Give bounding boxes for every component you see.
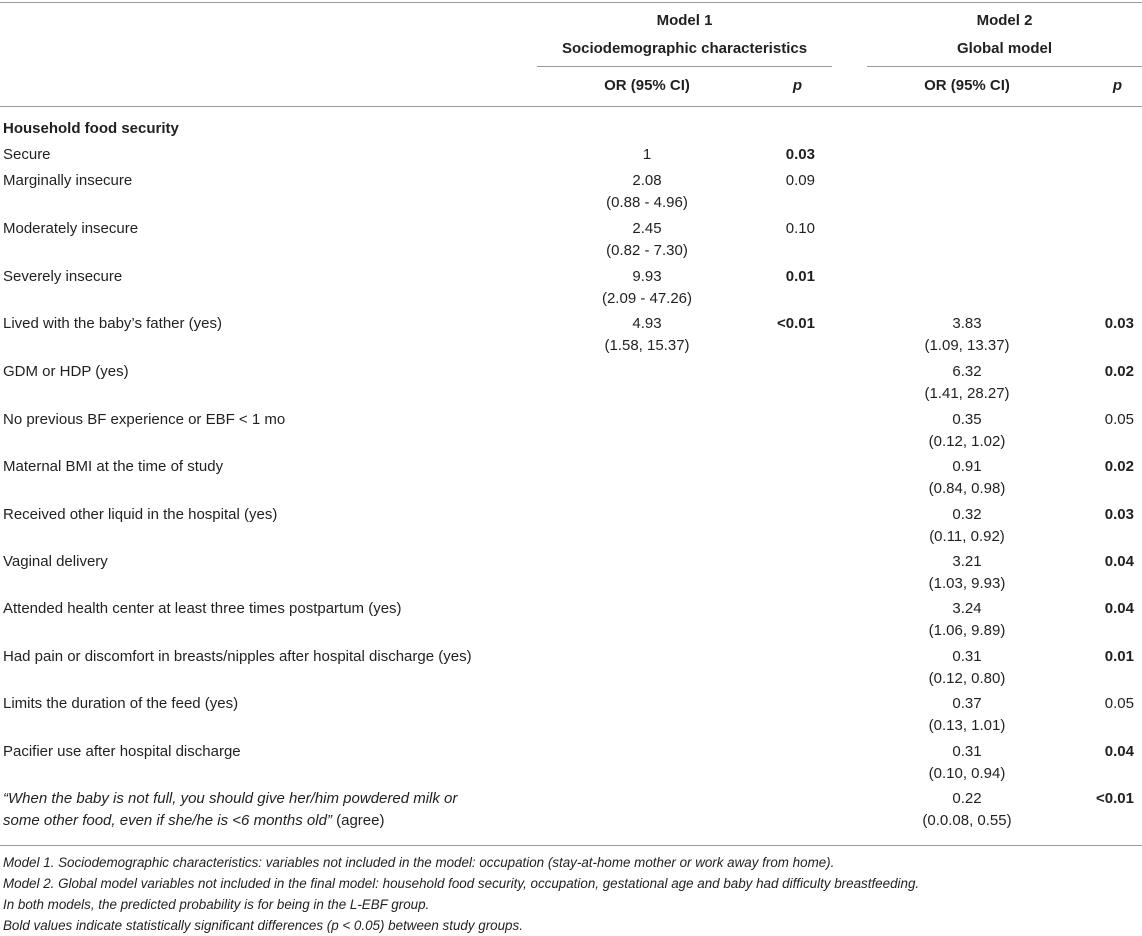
header-rule bbox=[0, 106, 1142, 107]
model2-p-value: 0.04 bbox=[1104, 553, 1134, 570]
row-label bbox=[3, 118, 523, 140]
model2-p-value: 0.05 bbox=[1104, 411, 1134, 428]
row-label-line: Maternal BMI at the time of study bbox=[3, 458, 224, 475]
note-model2: Model 2. Global model variables not included in the final model: household food security, occupation, gestational age and baby had difficulty breastfeeding. bbox=[3, 876, 920, 891]
row-label bbox=[3, 218, 523, 240]
table-row bbox=[0, 456, 1142, 504]
model2-or-value: 0.91 (0.84, 0.98) bbox=[928, 458, 1006, 497]
row-label bbox=[3, 598, 523, 620]
row-label-line: Household food security bbox=[3, 120, 179, 137]
model2-p-value: 0.02 bbox=[1104, 458, 1134, 475]
table-row bbox=[0, 693, 1142, 741]
row-label bbox=[3, 551, 523, 573]
row-label bbox=[3, 361, 523, 383]
model2-or-value: 0.31 (0.10, 0.94) bbox=[928, 743, 1006, 782]
model2-p-value: 0.03 bbox=[1104, 506, 1134, 523]
table-row bbox=[0, 170, 1142, 218]
row-label bbox=[3, 144, 523, 166]
note-probability: In both models, the predicted probability is for being in the L-EBF group. bbox=[3, 897, 430, 912]
model1-p-value: 0.09 bbox=[785, 172, 815, 189]
row-label-line: “When the baby is not full, you should give her/him powdered milk or bbox=[3, 790, 458, 807]
row-label bbox=[3, 741, 523, 763]
model2-or-value: 3.21 (1.03, 9.93) bbox=[928, 553, 1006, 592]
model2-p-value: 0.03 bbox=[1104, 315, 1134, 332]
model2-p-value: 0.01 bbox=[1104, 648, 1134, 665]
model2-or-value: 0.37 (0.13, 1.01) bbox=[928, 695, 1006, 734]
model2-title: Model 2 bbox=[976, 12, 1033, 29]
model2-or-header: OR (95% CI) bbox=[924, 77, 1010, 94]
row-label bbox=[3, 170, 523, 192]
model2-subtitle: Global model bbox=[956, 40, 1052, 57]
model1-underline bbox=[537, 66, 832, 67]
model2-header bbox=[867, 7, 1142, 63]
row-label bbox=[3, 693, 523, 715]
row-label-line: Lived with the baby’s father (yes) bbox=[3, 315, 223, 332]
table-row bbox=[0, 788, 1142, 836]
table-row bbox=[0, 551, 1142, 598]
model2-p-value: 0.04 bbox=[1104, 743, 1134, 760]
model2-or-value: 0.35 (0.12, 1.02) bbox=[928, 411, 1006, 450]
table-row bbox=[0, 218, 1142, 266]
model1-or-value: 4.93 (1.58, 15.37) bbox=[604, 315, 690, 354]
model1-p-value: <0.01 bbox=[777, 315, 815, 332]
model1-p-value: 0.01 bbox=[785, 268, 815, 285]
model2-p-value: 0.04 bbox=[1104, 600, 1134, 617]
model2-or-value: 3.83 (1.09, 13.37) bbox=[924, 315, 1010, 354]
note-bold-values: Bold values indicate statistically significant differences (p < 0.05) between study groups. bbox=[3, 918, 523, 933]
table-row bbox=[0, 266, 1142, 313]
note-model1: Model 1. Sociodemographic characteristics: variables not included in the model: occupation (stay-at-home mother or work away from home). bbox=[3, 855, 835, 870]
table-row bbox=[0, 409, 1142, 456]
table-top-rule bbox=[0, 2, 1142, 3]
model1-title: Model 1 bbox=[656, 12, 713, 29]
model1-or-value: 1 bbox=[642, 146, 652, 163]
table-row bbox=[0, 741, 1142, 788]
model2-or-value: 0.22 (0.0.08, 0.55) bbox=[922, 790, 1012, 829]
model1-or-value: 2.08 (0.88 - 4.96) bbox=[606, 172, 688, 211]
model1-p-value: 0.10 bbox=[785, 220, 815, 237]
model1-or-header: OR (95% CI) bbox=[604, 77, 690, 94]
model2-or-value: 0.31 (0.12, 0.80) bbox=[928, 648, 1006, 687]
row-label-line: some other food, even if she/he is <6 months old” (agree) bbox=[3, 812, 385, 829]
model2-p-value: 0.05 bbox=[1104, 695, 1134, 712]
row-label-line: No previous BF experience or EBF < 1 mo bbox=[3, 411, 286, 428]
table-row bbox=[0, 361, 1142, 409]
row-label bbox=[3, 646, 523, 668]
model2-underline bbox=[867, 66, 1142, 67]
model2-or-value: 3.24 (1.06, 9.89) bbox=[928, 600, 1006, 639]
row-label-line: Severely insecure bbox=[3, 268, 123, 285]
model1-p-header: p bbox=[792, 77, 803, 94]
row-label-line: Had pain or discomfort in breasts/nipples after hospital discharge (yes) bbox=[3, 648, 472, 665]
row-label bbox=[3, 456, 523, 478]
model1-or-value: 9.93 (2.09 - 47.26) bbox=[601, 268, 693, 307]
model1-p-value: 0.03 bbox=[785, 146, 815, 163]
model1-header bbox=[537, 7, 832, 63]
row-label-line: Limits the duration of the feed (yes) bbox=[3, 695, 239, 712]
table-row bbox=[0, 144, 1142, 170]
row-label bbox=[3, 504, 523, 526]
model2-p-value: 0.02 bbox=[1104, 363, 1134, 380]
row-label bbox=[3, 266, 523, 288]
row-label-line: Received other liquid in the hospital (yes) bbox=[3, 506, 278, 523]
model1-or-value: 2.45 (0.82 - 7.30) bbox=[606, 220, 688, 259]
model2-p-value: <0.01 bbox=[1096, 790, 1134, 807]
row-label bbox=[3, 313, 523, 335]
table-row bbox=[0, 598, 1142, 646]
row-label-line: Marginally insecure bbox=[3, 172, 133, 189]
table-bottom-rule bbox=[0, 845, 1142, 846]
model1-subtitle: Sociodemographic characteristics bbox=[561, 40, 808, 57]
table-row bbox=[0, 118, 1142, 144]
table-row bbox=[0, 313, 1142, 361]
row-label-line: Secure bbox=[3, 146, 51, 163]
row-label bbox=[3, 788, 523, 832]
model2-or-value: 6.32 (1.41, 28.27) bbox=[924, 363, 1010, 402]
table-notes bbox=[3, 852, 1133, 936]
row-label bbox=[3, 409, 523, 431]
table-body bbox=[0, 118, 1142, 836]
row-label-line: Pacifier use after hospital discharge bbox=[3, 743, 241, 760]
row-label-line: Vaginal delivery bbox=[3, 553, 108, 570]
model2-or-value: 0.32 (0.11, 0.92) bbox=[929, 506, 1005, 545]
row-label-line: Moderately insecure bbox=[3, 220, 139, 237]
table-row bbox=[0, 504, 1142, 551]
row-label-line: GDM or HDP (yes) bbox=[3, 363, 129, 380]
row-label-line: Attended health center at least three times postpartum (yes) bbox=[3, 600, 402, 617]
model2-p-header: p bbox=[1112, 77, 1123, 94]
table-row bbox=[0, 646, 1142, 693]
